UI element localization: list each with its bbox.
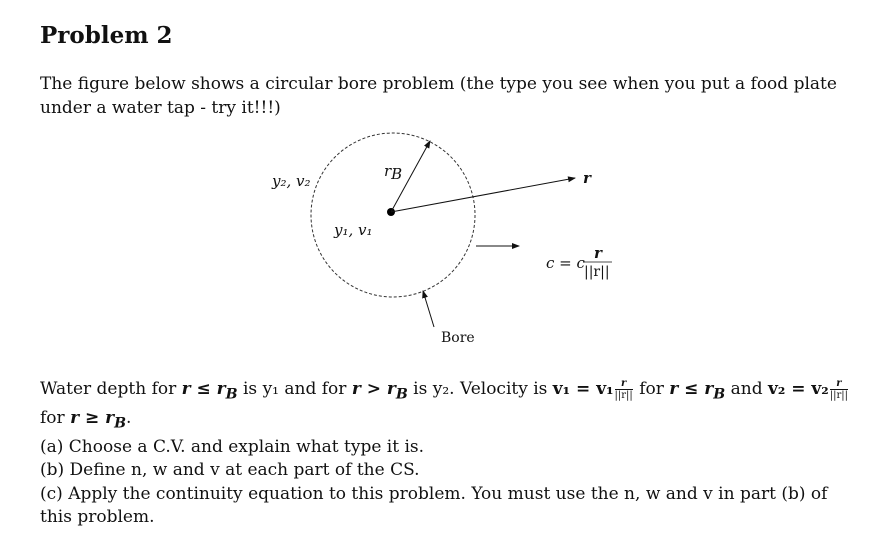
unit-vector-fraction-2: $\frac{r}{||r||}$	[829, 377, 849, 401]
c-fraction-numerator: r	[594, 244, 602, 262]
outer-depth-velocity-label: y₂, v₂	[272, 172, 311, 190]
unit-vector-fraction: $\frac{r}{||r||}$	[614, 377, 633, 401]
conditions-line-1: Water depth for $r \le r_B$ is y₁ and for $r > r_B$ is y₂. Velocity is v₁ = v₁ $\frac{r}{||r||}$ for $r \le r_B$ and v₂ = v₂ $\frac{r}{||r||}$	[40, 377, 849, 403]
problem-body	[40, 378, 860, 530]
inner-depth-velocity-label: y₁, v₁	[334, 221, 373, 239]
bore-pointer-arrow	[423, 291, 434, 327]
r-direction-arrow	[391, 178, 575, 212]
conditions-line-2: for $r \ge r_B$.	[40, 407, 132, 432]
bore-label: Bore	[441, 330, 475, 346]
radius-subscript: B	[391, 165, 403, 183]
r-axis-label: r	[583, 169, 591, 187]
part-c: (c) Apply the continuity equation to this problem. You must use the n, w and v in part (b) of this problem.	[40, 483, 828, 528]
c-fraction-denominator: ||r||	[584, 264, 610, 280]
problem-title: Problem 2	[40, 22, 173, 49]
part-a: (a) Choose a C.V. and explain what type it is.	[40, 436, 425, 457]
intro-paragraph: The figure below shows a circular bore problem (the type you see when you put a food plate under a water tap - try it!!!)	[40, 74, 837, 118]
c-equation-label: c = c	[546, 254, 585, 272]
radius-label: rB	[384, 162, 403, 183]
part-b: (b) Define n, w and v at each part of the CS.	[40, 460, 420, 481]
